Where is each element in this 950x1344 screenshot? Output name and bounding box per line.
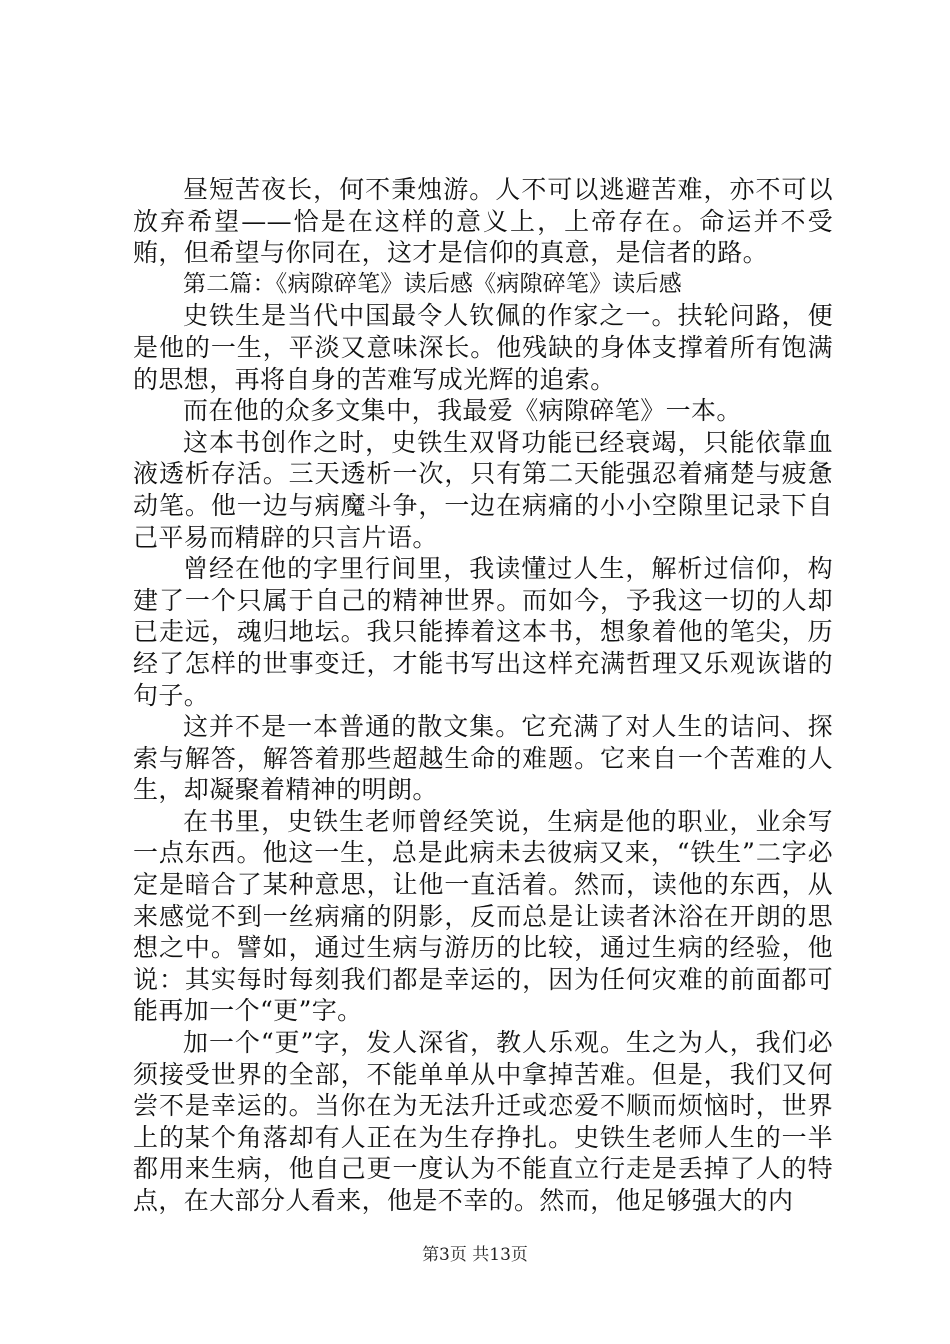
paragraph-7: 在书里，史铁生老师曾经笑说，生病是他的职业，业余写一点东西。他这一生，总是此病未去彼病又来，“铁生”二字必定是暗合了某种意思，让他一直活着。然而，读他的东西，从来感觉不到一丝病痛的阴影，反而总是让读者沐浴在开朗的思想之中。譬如，通过生病与游历的比较，通过生病的经验，他说：其实每时每刻我们都是幸运的，因为任何灾难的前面都可能再加一个“更”字。 bbox=[133, 806, 833, 1026]
paragraph-5: 曾经在他的字里行间里，我读懂过人生，解析过信仰，构建了一个只属于自己的精神世界。而如今，予我这一切的人却已走远，魂归地坛。我只能捧着这本书，想象着他的笔尖，历经了怎样的世事变迁，才能书写出这样充满哲理又乐观诙谐的句子。 bbox=[133, 554, 833, 710]
section-heading: 第二篇：《病隙碎笔》读后感《病隙碎笔》读后感 bbox=[183, 270, 682, 297]
paragraph-6: 这并不是一本普通的散文集。它充满了对人生的诘问、探索与解答，解答着那些超越生命的难题。它来自一个苦难的人生，却凝聚着精神的明朗。 bbox=[133, 712, 833, 805]
paragraph-8: 加一个“更”字，发人深省，教人乐观。生之为人，我们必须接受世界的全部，不能单单从中拿掉苦难。但是，我们又何尝不是幸运的。当你在为无法升迁或恋爱不顺而烦恼时，世界上的某个角落却有人正在为生存挣扎。史铁生老师人生的一半都用来生病，他自己更一度认为不能直立行走是丢掉了人的特点，在大部分人看来，他是不幸的。然而，他足够强大的内 bbox=[133, 1028, 833, 1215]
paragraph-2: 史铁生是当代中国最令人钦佩的作家之一。扶轮问路，便是他的一生，平淡又意味深长。他残缺的身体支撑着所有饱满的思想，再将自身的苦难写成光辉的追索。 bbox=[133, 301, 833, 394]
document-body bbox=[133, 174, 833, 1217]
paragraph-1: 昼短苦夜长，何不秉烛游。人不可以逃避苦难，亦不可以放弃希望——恰是在这样的意义上，上帝存在。命运并不受贿，但希望与你同在，这才是信仰的真意，是信者的路。 bbox=[133, 175, 833, 268]
page-number-footer: 第3页 共13页 bbox=[422, 1245, 528, 1265]
paragraph-4: 这本书创作之时，史铁生双肾功能已经衰竭，只能依靠血液透析存活。三天透析一次，只有第二天能强忍着痛楚与疲惫动笔。他一边与病魔斗争，一边在病痛的小小空隙里记录下自己平易而精辟的只言片语。 bbox=[133, 427, 833, 552]
paragraph-3: 而在他的众多文集中，我最爱《病隙碎笔》一本。 bbox=[183, 396, 742, 426]
